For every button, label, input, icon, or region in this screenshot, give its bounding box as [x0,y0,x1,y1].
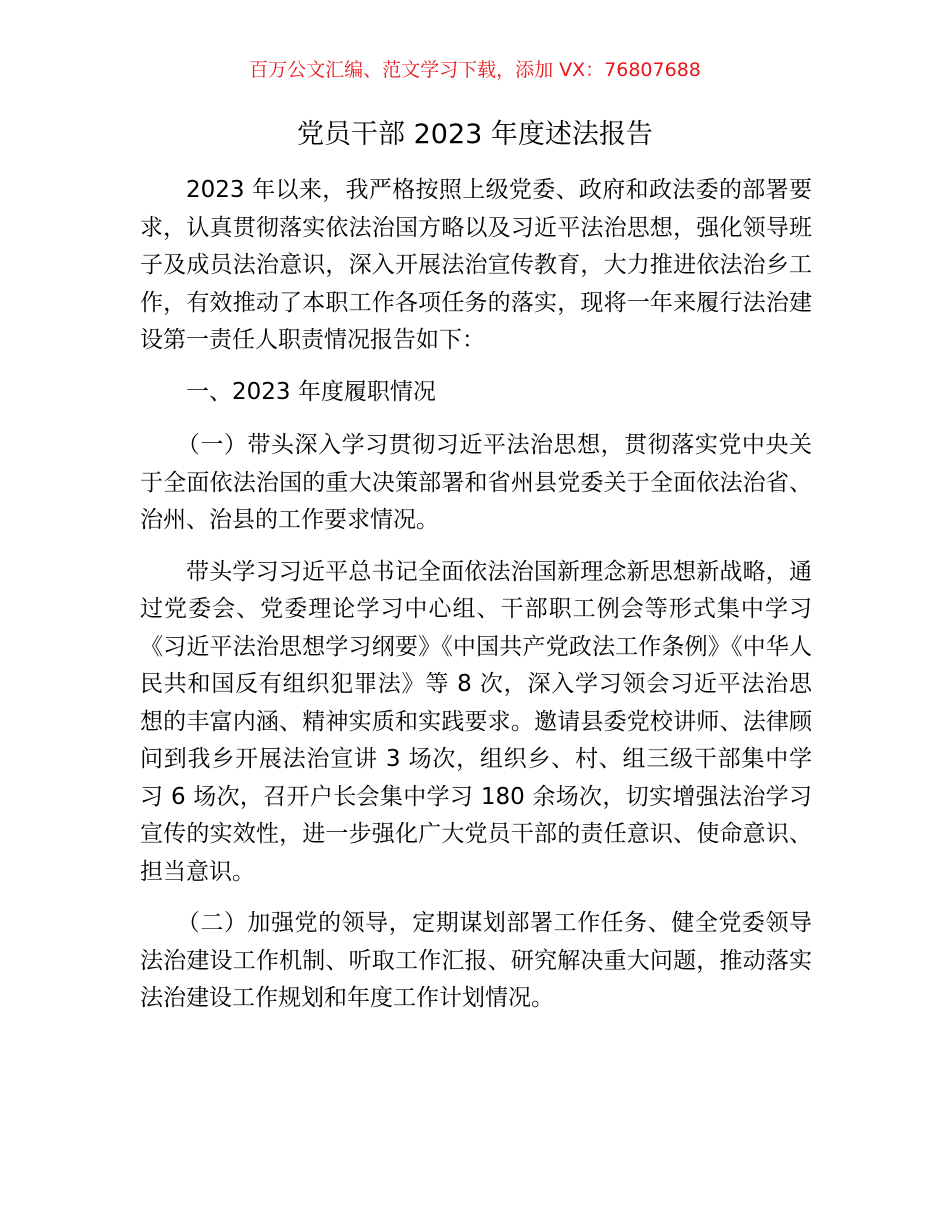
subsection-1-heading: （一）带头深入学习贯彻习近平法治思想，贯彻落实党中央关于全面依法治国的重大决策部署和省州县党委关于全面依法治省、治州、治县的工作要求情况。 [140,432,812,533]
section-heading: 一、2023 年度履职情况 [186,378,436,405]
subsection-2-heading: （二）加强党的领导，定期谋划部署工作任务、健全党委领导法治建设工作机制、听取工作汇报、研究解决重大问题，推动落实法治建设工作规划和年度工作计划情况。 [140,910,812,1011]
intro-paragraph: 2023 年以来，我严格按照上级党委、政府和政法委的部署要求，认真贯彻落实依法治国方略以及习近平法治思想，强化领导班子及成员法治意识，深入开展法治宣传教育，大力推进依法治乡工作，有效推动了本职工作各项任务的落实，现将一年来履行法治建设第一责任人职责情况报告如下： [140,177,812,353]
watermark-text: 百万公文汇编、范文学习下载，添加 VX：76807688 [249,59,701,81]
document-title: 党员干部 2023 年度述法报告 [297,119,653,150]
subsection-1-body: 带头学习习近平总书记全面依法治国新理念新思想新战略，通过党委会、党委理论学习中心组、干部职工例会等形式集中学习《习近平法治思想学习纲要》《中国共产党政法工作条例》《中华人民共和国反有组织犯罪法》等 8 次，深入学习领会习近平法治思想的丰富内涵、精神实质和实践要求。邀请县委党校讲师、法律顾问到我乡开展法治宣讲 3 场次，组织乡、村、组三级干部集中学习 6 场次，召开户长会集中学习 180 余场次，切实增强法治学习宣传的实效性，进一步强化广大党员干部的责任意识、使命意识、担当意识。 [140,558,812,885]
document-body [140,172,812,1032]
